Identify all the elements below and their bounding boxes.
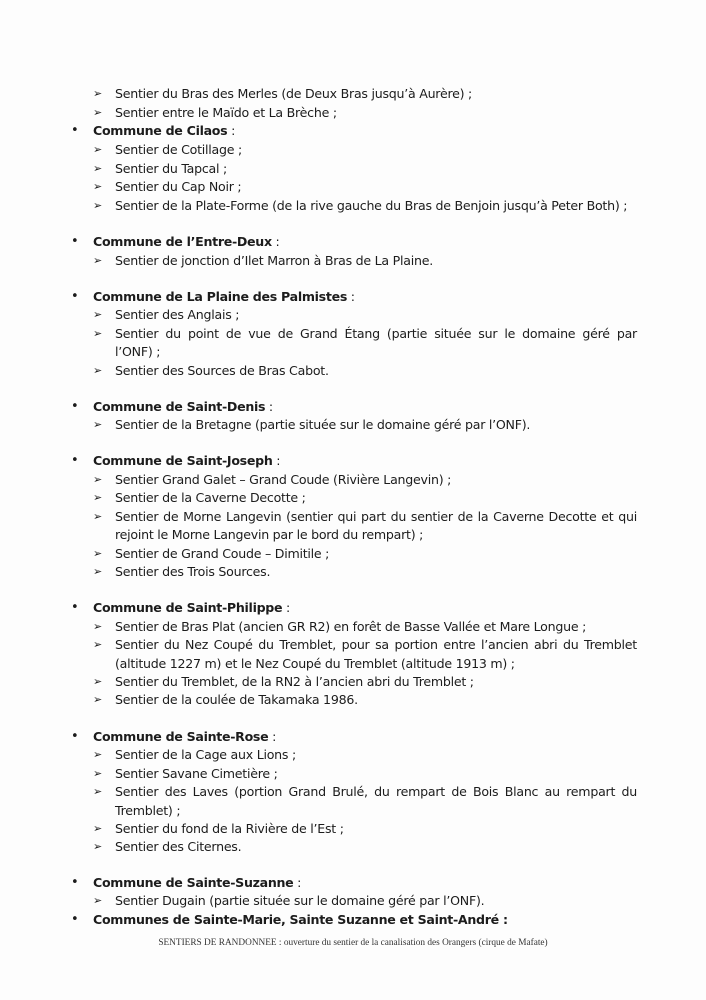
list-item: Sentier du point de vue de Grand Étang (partie située sur le domaine géré par: [115, 326, 637, 341]
commune-heading: [93, 599, 290, 617]
bullet-icon: •: [71, 729, 79, 744]
arrow-bullet-icon: ➢: [93, 565, 103, 578]
colon: :: [282, 600, 290, 615]
commune-heading: [93, 911, 508, 929]
list-item: Sentier de la Caverne Decotte ;: [115, 490, 306, 505]
bullet-icon: •: [71, 600, 79, 615]
arrow-bullet-icon: ➢: [93, 199, 103, 212]
arrow-bullet-icon: ➢: [93, 308, 103, 321]
list-item: Sentier de la Cage aux Lions ;: [115, 747, 296, 762]
arrow-bullet-icon: ➢: [93, 254, 103, 267]
list-item: Sentier du fond de la Rivière de l’Est ;: [115, 821, 344, 836]
arrow-bullet-icon: ➢: [93, 418, 103, 431]
list-item: Sentier du Tapcal ;: [115, 161, 228, 176]
list-item: Sentier de la Plate-Forme (de la rive gauche du Bras de Benjoin jusqu’à Peter Both) ;: [115, 198, 628, 213]
arrow-bullet-icon: ➢: [93, 547, 103, 560]
commune-heading: [93, 398, 273, 416]
list-item: Sentier des Laves (portion Grand Brulé, du rempart de Bois Blanc au rempart du: [115, 784, 637, 799]
arrow-bullet-icon: ➢: [93, 510, 103, 523]
colon: :: [227, 123, 236, 138]
arrow-bullet-icon: ➢: [93, 491, 103, 504]
commune-heading: [93, 728, 276, 746]
bullet-icon: •: [71, 453, 79, 468]
commune-name: Commune de Saint-Philippe: [93, 600, 283, 615]
commune-name: Commune de Sainte-Suzanne: [93, 875, 294, 890]
colon: :: [498, 912, 508, 927]
bullet-icon: •: [71, 912, 79, 927]
list-item: Sentier de jonction d’Ilet Marron à Bras de La Plaine.: [115, 253, 433, 268]
list-item: Sentier de la coulée de Takamaka 1986.: [115, 692, 358, 707]
list-item: Sentier du Bras des Merles (de Deux Bras jusqu’à Aurère) ;: [115, 86, 473, 101]
commune-heading: [93, 233, 279, 251]
bullet-icon: •: [71, 399, 79, 414]
colon: :: [265, 399, 273, 414]
list-item: Sentier de Bras Plat (ancien GR R2) en forêt de Basse Vallée et Mare Longue ;: [115, 619, 587, 634]
arrow-bullet-icon: ➢: [93, 327, 103, 340]
arrow-bullet-icon: ➢: [93, 638, 103, 651]
list-item: Sentier du Tremblet, de la RN2 à l’ancien abri du Tremblet ;: [115, 674, 474, 689]
colon: :: [347, 289, 355, 304]
list-item: Sentier de Cotillage ;: [115, 142, 242, 157]
arrow-bullet-icon: ➢: [93, 675, 103, 688]
list-item: Sentier des Citernes.: [115, 839, 242, 854]
bullet-icon: •: [71, 123, 79, 138]
commune-heading: [93, 452, 280, 470]
list-item: Sentier de Grand Coude – Dimitile ;: [115, 546, 330, 561]
arrow-bullet-icon: ➢: [93, 822, 103, 835]
arrow-bullet-icon: ➢: [93, 840, 103, 853]
arrow-bullet-icon: ➢: [93, 162, 103, 175]
commune-name: Commune de Cilaos: [93, 123, 228, 138]
commune-heading: [93, 874, 301, 892]
list-item-continuation: rejoint le Morne Langevin par le bord du rempart) ;: [115, 527, 424, 542]
list-item-continuation: Tremblet) ;: [115, 803, 181, 818]
bullet-icon: •: [71, 875, 79, 890]
list-item: Sentier entre le Maïdo et La Brèche ;: [115, 105, 337, 120]
arrow-bullet-icon: ➢: [93, 785, 103, 798]
arrow-bullet-icon: ➢: [93, 143, 103, 156]
arrow-bullet-icon: ➢: [93, 767, 103, 780]
list-item: Sentier des Trois Sources.: [115, 564, 271, 579]
arrow-bullet-icon: ➢: [93, 693, 103, 706]
colon: :: [271, 234, 280, 249]
arrow-bullet-icon: ➢: [93, 180, 103, 193]
commune-name: Commune de l’Entre-Deux: [93, 234, 272, 249]
list-item: Sentier Dugain (partie située sur le domaine géré par l’ONF).: [115, 893, 485, 908]
arrow-bullet-icon: ➢: [93, 87, 103, 100]
colon: :: [293, 875, 302, 890]
list-item: Sentier du Cap Noir ;: [115, 179, 242, 194]
arrow-bullet-icon: ➢: [93, 894, 103, 907]
arrow-bullet-icon: ➢: [93, 106, 103, 119]
commune-heading: [93, 288, 355, 306]
commune-heading: [93, 122, 235, 140]
commune-name: Commune de Saint-Denis: [93, 399, 266, 414]
list-item: Sentier de Morne Langevin (sentier qui part du sentier de la Caverne Decotte et qui: [115, 509, 637, 524]
commune-name: Commune de Saint-Joseph: [93, 453, 273, 468]
list-item: Sentier de la Bretagne (partie située sur le domaine géré par l’ONF).: [115, 417, 531, 432]
arrow-bullet-icon: ➢: [93, 473, 103, 486]
list-item: Sentier du Nez Coupé du Tremblet, pour sa portion entre l’ancien abri du Tremblet: [115, 637, 637, 652]
arrow-bullet-icon: ➢: [93, 620, 103, 633]
commune-name: Commune de La Plaine des Palmistes: [93, 289, 348, 304]
list-item: Sentier Savane Cimetière ;: [115, 766, 278, 781]
colon: :: [268, 729, 277, 744]
colon: :: [272, 453, 281, 468]
list-item-continuation: (altitude 1227 m) et le Nez Coupé du Tremblet (altitude 1913 m) ;: [115, 656, 515, 671]
commune-name: Commune de Sainte-Rose: [93, 729, 269, 744]
list-item: Sentier Grand Galet – Grand Coude (Rivière Langevin) ;: [115, 472, 452, 487]
list-item-continuation: l’ONF) ;: [115, 344, 161, 359]
arrow-bullet-icon: ➢: [93, 364, 103, 377]
bullet-icon: •: [71, 289, 79, 304]
page-footer: SENTIERS DE RANDONNEE : ouverture du sentier de la canalisation des Orangers (cirque de Mafate): [158, 938, 548, 948]
commune-name: Communes de Sainte-Marie, Sainte Suzanne et Saint-André: [93, 912, 499, 927]
bullet-icon: •: [71, 234, 79, 249]
list-item: Sentier des Anglais ;: [115, 307, 240, 322]
list-item: Sentier des Sources de Bras Cabot.: [115, 363, 329, 378]
arrow-bullet-icon: ➢: [93, 748, 103, 761]
